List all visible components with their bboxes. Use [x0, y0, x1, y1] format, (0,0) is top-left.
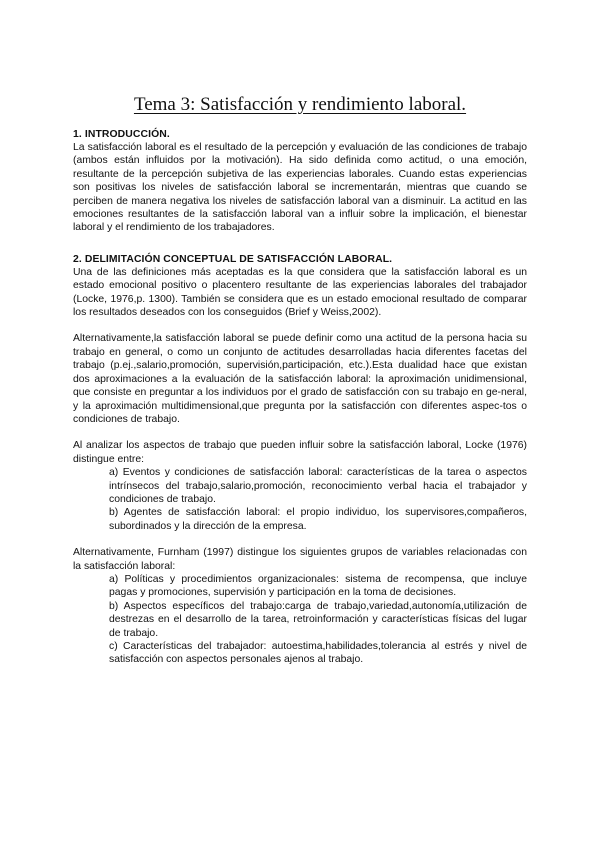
furnham-intro-paragraph: Alternativamente, Furnham (1997) distingue los siguientes grupos de variables relacionadas con la satisfacción laboral:: [73, 547, 527, 572]
intro-paragraph: La satisfacción laboral es el resultado de la percepción y evaluación de las condiciones de trabajo (ambos están influidos por la motivación). Ha sido definida como actitud, o una emoción, resultante de la percepción subjetiva de las experiencias laborales. Cuando estas experiencias son positivas los niveles de satisfacción laboral se incrementarán, mientras que cuando se perciben de manera negativa los niveles de satisfacción laboral van a disminuir. La actitud en las emociones resultantes de la satisfacción laboral van a influir sobre la implicación, el bienestar laboral y el rendimiento de los trabajadores.: [73, 142, 527, 234]
alternative-definition-paragraph: Alternativamente,la satisfacción laboral se puede definir como una actitud de la persona hacia su trabajo en general, o como un conjunto de actitudes desarrolladas hacia diferentes facetas del trabajo (p.ej.,salario,promoción, supervisión,participación, etc.).Esta dualidad hace que existan dos aproximaciones a la evaluación de la satisfacción laboral: la aproximación unidimensional, que consiste en preguntar a los individuos por el grado de satisfacción con su trabajo en ge-neral, y la aproximación multidimensional,que pregunta por la satisfacción con diferentes aspec-tos o condiciones de trabajo.: [73, 333, 527, 425]
furnham-list: [73, 573, 527, 667]
furnham-item-c: c) Características del trabajador: autoestima,habilidades,tolerancia al estrés y nivel de satisfacción con aspectos personales ajenos al trabajo.: [109, 641, 527, 666]
locke-item-a: a) Eventos y condiciones de satisfacción laboral: características de la tarea o aspectos intrínsecos del trabajo,salario,promoción, reconocimiento verbal hacia el trabajador y condiciones de trabajo.: [109, 467, 527, 505]
document-page: [73, 93, 527, 667]
section-heading-introduccion: 1. INTRODUCCIÓN.: [73, 129, 170, 140]
furnham-item-b: b) Aspectos específicos del trabajo:carga de trabajo,variedad,autonomía,utilización de destrezas en el desarrollo de la tarea, retroinformación y características físicas del lugar de trabajo.: [109, 600, 527, 639]
spacer: [73, 319, 527, 332]
spacer: [73, 235, 527, 253]
section-heading-delimitacion: 2. DELIMITACIÓN CONCEPTUAL DE SATISFACCIÓN LABORAL.: [73, 253, 393, 265]
locke-list: [73, 466, 527, 533]
spacer: [73, 533, 527, 546]
locke-intro-paragraph: Al analizar los aspectos de trabajo que pueden influir sobre la satisfacción laboral, Locke (1976) distingue entre:: [73, 440, 527, 465]
definition-paragraph: Una de las definiciones más aceptadas es la que considera que la satisfacción laboral es un estado emocional positivo o placentero resultante de las experiencias laborales del trabajador (Locke, 1976,p. 1300). También se considera que es un estado emocional resultado de comparar los resultados deseados con los conseguidos (Brief y Weiss,2002).: [73, 266, 527, 319]
document-title: Tema 3: Satisfacción y rendimiento laboral.: [133, 94, 467, 115]
spacer: [73, 426, 527, 439]
furnham-item-a: a) Políticas y procedimientos organizacionales: sistema de recompensa, que incluye pagas y promociones, supervisión y participación en la toma de decisiones.: [109, 573, 527, 599]
locke-item-b: b) Agentes de satisfacción laboral: el propio individuo, los supervisores,compañeros, subordinados y la dirección de la empresa.: [109, 507, 527, 532]
